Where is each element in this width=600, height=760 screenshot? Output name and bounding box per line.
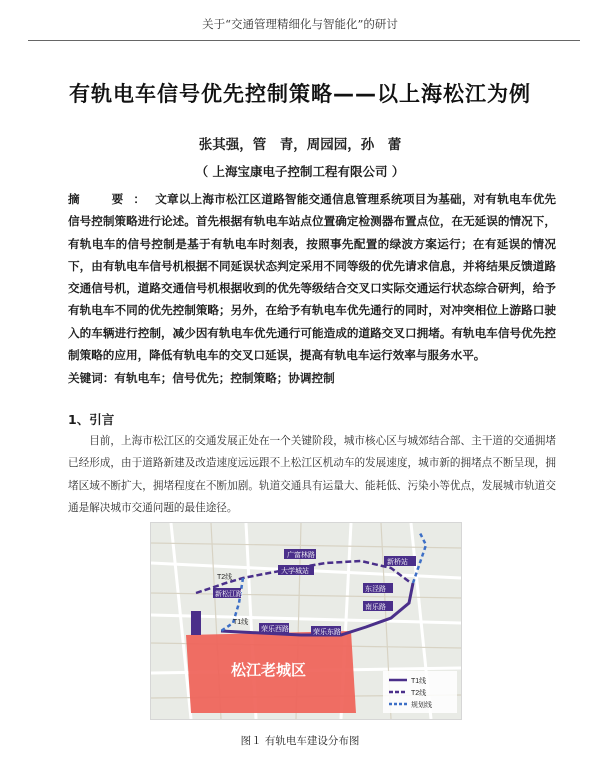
label-daxuecheng: 大学城站 — [281, 568, 309, 575]
tram-map-figure — [150, 522, 462, 720]
figure-caption: 图１ 有轨电车建设分布图 — [240, 735, 360, 747]
label-line-t2: T2线 — [217, 574, 233, 581]
abstract-text: 文章以上海市松江区道路智能交通信息管理系统项目为基础，对有轨电车优先信号控制策略进行论述。首先根据有轨电车站点位置确定检测器布置点位，在无延误的情况下，有轨电车的信号控制是基于有轨电车时刻表，按照事先配置的绿波方案运行；在有延误的情况下，由有轨电车信号机根据不同延误状态判定采用不同等级的优先请求信息，并将结果反馈道路交通信号机，道路交通信号机根据收到的优先等级结合交叉口实际交通运行状态综合研判，给予有轨电车不同的优先控制策略；另外，在给予有轨电车优先通行的同时，对冲突相位上游路口驶入的车辆进行控制，减少因有轨电车优先通行可能造成的道路交叉口拥堵。有轨电车信号优先控制策略的应用，降低有轨电车的交叉口延误，提高有轨电车运行效率与服务水平。 — [68, 192, 556, 363]
label-xinqiao: 新桥站 — [387, 559, 408, 566]
map-legend — [383, 671, 457, 713]
paper-title: 有轨电车信号优先控制策略——以上海松江为例 — [69, 82, 531, 106]
paper-affiliation: （ 上海宝康电子控制工程有限公司 ） — [195, 164, 405, 179]
legend-item-t1: T1线 — [411, 678, 427, 685]
label-guangfulin: 广富林路 — [287, 552, 315, 559]
label-line-t1: T1线 — [233, 619, 249, 626]
label-dongjin: 东泾路 — [365, 586, 386, 593]
paper-authors: 张其强，管 青，周园园，孙 蕾 — [198, 137, 402, 153]
keywords-text: 有轨电车；信号优先；控制策略；协调控制 — [114, 371, 335, 385]
tram-map — [151, 523, 461, 719]
header-rule — [28, 40, 580, 41]
abstract — [68, 188, 556, 366]
label-district: 松江老城区 — [231, 662, 307, 679]
label-rongle: 荣乐西路 — [261, 626, 289, 633]
legend-item-planned: 规划线 — [411, 702, 432, 709]
label-xinsongjiang: 新松江路 — [215, 591, 243, 598]
keywords — [68, 370, 556, 386]
section-heading-intro: 1、引言 — [68, 412, 115, 427]
keywords-label: 关键词： — [68, 371, 115, 385]
legend-item-t2: T2线 — [411, 690, 427, 697]
running-header: 关于“交通管理精细化与智能化”的研讨 — [202, 17, 398, 31]
intro-paragraph: 目前，上海市松江区的交通发展正处在一个关键阶段，城市核心区与城郊结合部、主干道的交通拥堵已经形成，由于道路新建及改造速度远远跟不上松江区机动车的发展速度，城市新的拥堵点不断呈现，拥堵区域不断扩大，拥堵程度在不断加剧。轨道交通具有运量大、能耗低、污染小等优点，发展城市轨道交通是解决城市交通问题的最佳途径。 — [68, 435, 556, 514]
label-nanlexinlu: 南乐路 — [365, 604, 386, 611]
abstract-label: 摘 要： — [68, 192, 156, 206]
label-rongledong: 荣乐东路 — [313, 629, 341, 636]
